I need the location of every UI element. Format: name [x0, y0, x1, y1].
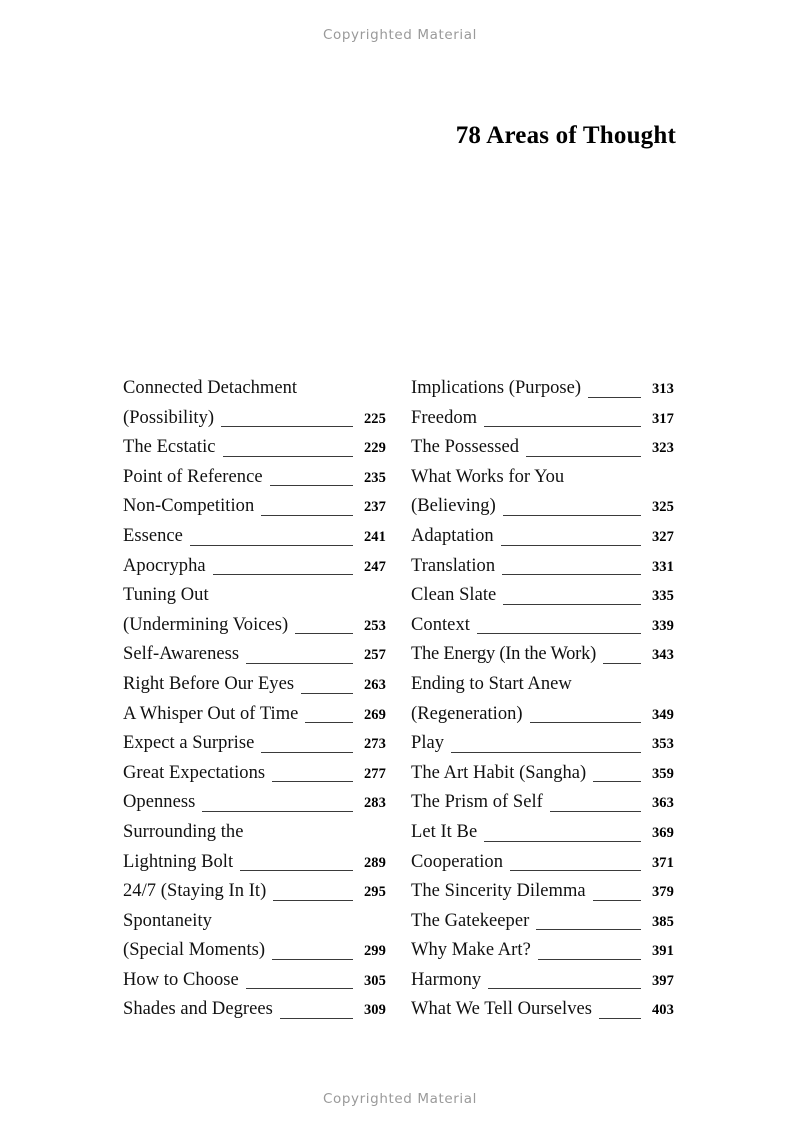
- toc-page-number: 263: [363, 676, 386, 693]
- toc-entry[interactable]: [411, 729, 674, 759]
- toc-entry-title: Context: [411, 614, 470, 635]
- toc-entry-title: A Whisper Out of Time: [123, 703, 299, 724]
- toc-entry[interactable]: [123, 966, 386, 996]
- toc-entry[interactable]: [123, 522, 386, 552]
- copyright-watermark-top: Copyrighted Material: [323, 27, 477, 43]
- toc-entry-line: [411, 729, 674, 759]
- toc-entry-title: Surrounding the: [123, 821, 244, 842]
- toc-page-number: 241: [363, 528, 386, 545]
- toc-entry-title: Apocrypha: [123, 555, 206, 576]
- toc-leader-rule: [530, 722, 641, 723]
- toc-page-number: 349: [651, 706, 674, 723]
- toc-entry[interactable]: [411, 522, 674, 552]
- toc-entry-title: (Believing): [411, 496, 496, 517]
- table-of-contents: [0, 374, 800, 1025]
- toc-entry-title: The Ecstatic: [123, 437, 216, 458]
- toc-entry-line-wrapped: [123, 581, 386, 611]
- toc-entry-title: (Special Moments): [123, 940, 266, 961]
- toc-entry-line: [411, 552, 674, 582]
- toc-entry[interactable]: [411, 818, 674, 848]
- toc-entry-title: (Undermining Voices): [123, 614, 289, 635]
- toc-entry-line: [411, 492, 674, 522]
- toc-entry-title: Adaptation: [411, 525, 494, 546]
- toc-entry-title: Let It Be: [411, 821, 478, 842]
- toc-page-number: 331: [651, 558, 674, 575]
- toc-leader-rule: [246, 988, 353, 989]
- toc-entry[interactable]: [411, 966, 674, 996]
- toc-entry[interactable]: [411, 404, 674, 434]
- toc-leader-rule: [593, 781, 641, 782]
- toc-entry-title: Self-Awareness: [123, 644, 240, 665]
- toc-entry-line: [411, 433, 674, 463]
- toc-leader-rule: [593, 900, 641, 901]
- toc-page-number: 295: [363, 884, 386, 901]
- toc-entry-title: Ending to Start Anew: [411, 673, 572, 694]
- toc-entry-line: [123, 640, 386, 670]
- toc-entry[interactable]: [123, 759, 386, 789]
- toc-entry[interactable]: [411, 907, 674, 937]
- toc-leader-rule: [280, 1018, 353, 1019]
- toc-entry[interactable]: [411, 759, 674, 789]
- toc-leader-rule: [202, 811, 353, 812]
- toc-page-number: 371: [651, 854, 674, 871]
- toc-page-number: 277: [363, 765, 386, 782]
- toc-leader-rule: [484, 841, 641, 842]
- toc-page-number: 369: [651, 824, 674, 841]
- toc-entry[interactable]: [411, 463, 674, 522]
- toc-leader-rule: [488, 988, 641, 989]
- toc-page-number: 229: [363, 440, 386, 457]
- toc-column-left: [123, 374, 386, 1025]
- toc-leader-rule: [599, 1018, 641, 1019]
- toc-entry-title: Connected Detachment: [123, 378, 298, 398]
- toc-leader-rule: [451, 752, 641, 753]
- toc-entry[interactable]: [123, 700, 386, 730]
- toc-entry[interactable]: [411, 788, 674, 818]
- toc-entry-title: Freedom: [411, 407, 478, 428]
- toc-entry-line: [411, 640, 674, 670]
- toc-column-right: [411, 374, 674, 1025]
- toc-entry-title: (Regeneration): [411, 703, 523, 724]
- toc-leader-rule: [273, 900, 353, 901]
- toc-entry-line: [411, 404, 674, 434]
- toc-entry[interactable]: [411, 552, 674, 582]
- toc-entry-line: [123, 966, 386, 996]
- toc-entry[interactable]: [123, 552, 386, 582]
- toc-entry[interactable]: [411, 936, 674, 966]
- toc-leader-rule: [603, 663, 641, 664]
- toc-entry-line: [411, 522, 674, 552]
- toc-page-number: 363: [651, 795, 674, 812]
- toc-leader-rule: [223, 456, 353, 457]
- toc-entry-title: The Prism of Self: [411, 792, 543, 813]
- toc-leader-rule: [221, 426, 353, 427]
- toc-entry[interactable]: [123, 581, 386, 640]
- toc-leader-rule: [261, 752, 353, 753]
- toc-entry-title: Tuning Out: [123, 585, 209, 606]
- toc-page-number: 309: [363, 1002, 386, 1019]
- toc-leader-rule: [501, 545, 641, 546]
- toc-entry-line-wrapped: [123, 907, 386, 937]
- toc-entry-line: [123, 552, 386, 582]
- toc-leader-rule: [510, 870, 641, 871]
- toc-page-number: 327: [651, 528, 674, 545]
- toc-entry-title: Play: [411, 733, 445, 754]
- toc-entry[interactable]: [123, 788, 386, 818]
- toc-leader-rule: [213, 574, 353, 575]
- toc-page-number: 237: [363, 499, 386, 516]
- toc-page-number: 235: [363, 469, 386, 486]
- toc-entry[interactable]: [411, 374, 674, 404]
- toc-entry-title: The Art Habit (Sangha): [411, 762, 587, 783]
- toc-entry-title: Essence: [123, 525, 183, 546]
- toc-leader-rule: [538, 959, 641, 960]
- toc-page-number: 247: [363, 558, 386, 575]
- toc-entry-title: Openness: [123, 792, 196, 813]
- toc-entry-line: [123, 463, 386, 493]
- toc-entry[interactable]: [123, 995, 386, 1025]
- toc-entry[interactable]: [123, 907, 386, 966]
- toc-leader-rule: [503, 604, 641, 605]
- toc-entry-line: [411, 907, 674, 937]
- toc-entry-line: [123, 759, 386, 789]
- toc-leader-rule: [270, 485, 353, 486]
- toc-entry[interactable]: [123, 729, 386, 759]
- toc-entry-title: Harmony: [411, 969, 482, 990]
- toc-entry-line: [411, 788, 674, 818]
- toc-entry-line: [411, 848, 674, 878]
- toc-entry-line: [123, 611, 386, 641]
- toc-page-number: 305: [363, 972, 386, 989]
- toc-page-number: 283: [363, 795, 386, 812]
- toc-leader-rule: [261, 515, 353, 516]
- toc-entry-title: What We Tell Ourselves: [411, 999, 593, 1020]
- toc-page-number: 253: [363, 617, 386, 634]
- toc-entry-title: What Works for You: [411, 466, 565, 487]
- toc-entry-line: [123, 729, 386, 759]
- toc-page-number: 325: [651, 499, 674, 516]
- toc-entry-line-wrapped: [123, 374, 386, 404]
- toc-page-number: 353: [651, 736, 674, 753]
- toc-page-number: 273: [363, 736, 386, 753]
- toc-page-number: 257: [363, 647, 386, 664]
- toc-entry-line: [123, 995, 386, 1025]
- toc-entry-title: Why Make Art?: [411, 940, 531, 961]
- toc-entry[interactable]: [411, 611, 674, 641]
- toc-leader-rule: [190, 545, 353, 546]
- toc-page-number: 343: [651, 647, 674, 664]
- toc-page-number: 335: [651, 588, 674, 605]
- toc-entry-title: How to Choose: [123, 969, 239, 990]
- toc-entry-title: Expect a Surprise: [123, 733, 255, 754]
- toc-entry-title: (Possibility): [123, 407, 215, 428]
- toc-page-number: 299: [363, 943, 386, 960]
- toc-entry-line: [123, 404, 386, 434]
- toc-entry-line: [123, 492, 386, 522]
- toc-entry[interactable]: [123, 463, 386, 493]
- toc-entry-line: [123, 788, 386, 818]
- toc-leader-rule: [526, 456, 641, 457]
- toc-leader-rule: [550, 811, 641, 812]
- toc-leader-rule: [305, 722, 353, 723]
- toc-leader-rule: [240, 870, 353, 871]
- toc-entry-title: Spontaneity: [123, 910, 212, 931]
- toc-entry-line: [123, 877, 386, 907]
- toc-entry[interactable]: [411, 848, 674, 878]
- toc-entry[interactable]: [411, 877, 674, 907]
- toc-entry-line: [411, 759, 674, 789]
- toc-entry-line-wrapped: [411, 463, 674, 493]
- toc-entry-title: Cooperation: [411, 851, 504, 872]
- toc-leader-rule: [295, 633, 353, 634]
- toc-entry-line: [411, 818, 674, 848]
- toc-page-number: 403: [651, 1002, 674, 1019]
- toc-page-number: 359: [651, 765, 674, 782]
- toc-entry[interactable]: [411, 670, 674, 729]
- toc-page-number: 323: [651, 440, 674, 457]
- toc-leader-rule: [272, 781, 353, 782]
- toc-leader-rule: [536, 929, 641, 930]
- toc-entry[interactable]: [411, 581, 674, 611]
- toc-page-number: 269: [363, 706, 386, 723]
- toc-page-number: 289: [363, 854, 386, 871]
- toc-page-number: 313: [651, 381, 674, 397]
- toc-entry[interactable]: [411, 640, 674, 670]
- toc-entry-line: [411, 966, 674, 996]
- toc-entry[interactable]: [411, 995, 674, 1025]
- toc-entry[interactable]: [123, 374, 386, 433]
- toc-entry-line: [411, 374, 674, 404]
- toc-leader-rule: [503, 515, 641, 516]
- toc-entry[interactable]: [123, 640, 386, 670]
- toc-entry-title: The Sincerity Dilemma: [411, 881, 586, 902]
- toc-entry-line-wrapped: [411, 670, 674, 700]
- toc-entry-line: [123, 848, 386, 878]
- toc-entry-line: [411, 581, 674, 611]
- toc-entry-title: Right Before Our Eyes: [123, 673, 295, 694]
- toc-entry-title: Shades and Degrees: [123, 999, 273, 1020]
- toc-entry-line: [411, 611, 674, 641]
- toc-entry-title: The Possessed: [411, 437, 520, 458]
- toc-entry-title: Great Expectations: [123, 762, 266, 783]
- toc-entry-title: Lightning Bolt: [123, 851, 234, 872]
- toc-entry[interactable]: [411, 433, 674, 463]
- toc-entry-line: [123, 433, 386, 463]
- toc-entry[interactable]: [123, 818, 386, 877]
- toc-entry[interactable]: [123, 670, 386, 700]
- toc-entry-title: Clean Slate: [411, 585, 497, 606]
- toc-entry-line: [411, 995, 674, 1025]
- toc-page-number: 397: [651, 972, 674, 989]
- toc-leader-rule: [502, 574, 641, 575]
- toc-entry-title: Non-Competition: [123, 496, 255, 517]
- toc-entry-title: The Gatekeeper: [411, 910, 530, 931]
- toc-page-number: 339: [651, 617, 674, 634]
- toc-leader-rule: [272, 959, 353, 960]
- toc-entry[interactable]: [123, 433, 386, 463]
- toc-entry-title: 24/7 (Staying In It): [123, 881, 267, 902]
- copyright-watermark-bottom: Copyrighted Material: [323, 1091, 477, 1107]
- toc-page-number: 225: [363, 410, 386, 427]
- toc-entry[interactable]: [123, 492, 386, 522]
- toc-entry-line: [123, 936, 386, 966]
- toc-entry-title: Point of Reference: [123, 466, 263, 487]
- toc-leader-rule: [477, 633, 641, 634]
- toc-entry-title: Implications (Purpose): [411, 378, 582, 398]
- page-title: 78 Areas of Thought: [455, 122, 676, 149]
- toc-leader-rule: [301, 693, 353, 694]
- toc-entry-line: [411, 936, 674, 966]
- toc-entry-line-wrapped: [123, 818, 386, 848]
- toc-entry-line: [123, 522, 386, 552]
- toc-entry-line: [123, 670, 386, 700]
- toc-entry-title: Translation: [411, 555, 496, 576]
- toc-leader-rule: [484, 426, 641, 427]
- toc-entry-line: [411, 700, 674, 730]
- toc-leader-rule: [588, 397, 641, 398]
- toc-page-number: 379: [651, 884, 674, 901]
- toc-page-number: 317: [651, 410, 674, 427]
- toc-entry-line: [411, 877, 674, 907]
- toc-entry-title: The Energy (In the Work): [411, 644, 596, 665]
- toc-leader-rule: [246, 663, 353, 664]
- toc-page-number: 385: [651, 913, 674, 930]
- toc-entry-line: [123, 700, 386, 730]
- toc-page-number: 391: [651, 943, 674, 960]
- toc-entry[interactable]: [123, 877, 386, 907]
